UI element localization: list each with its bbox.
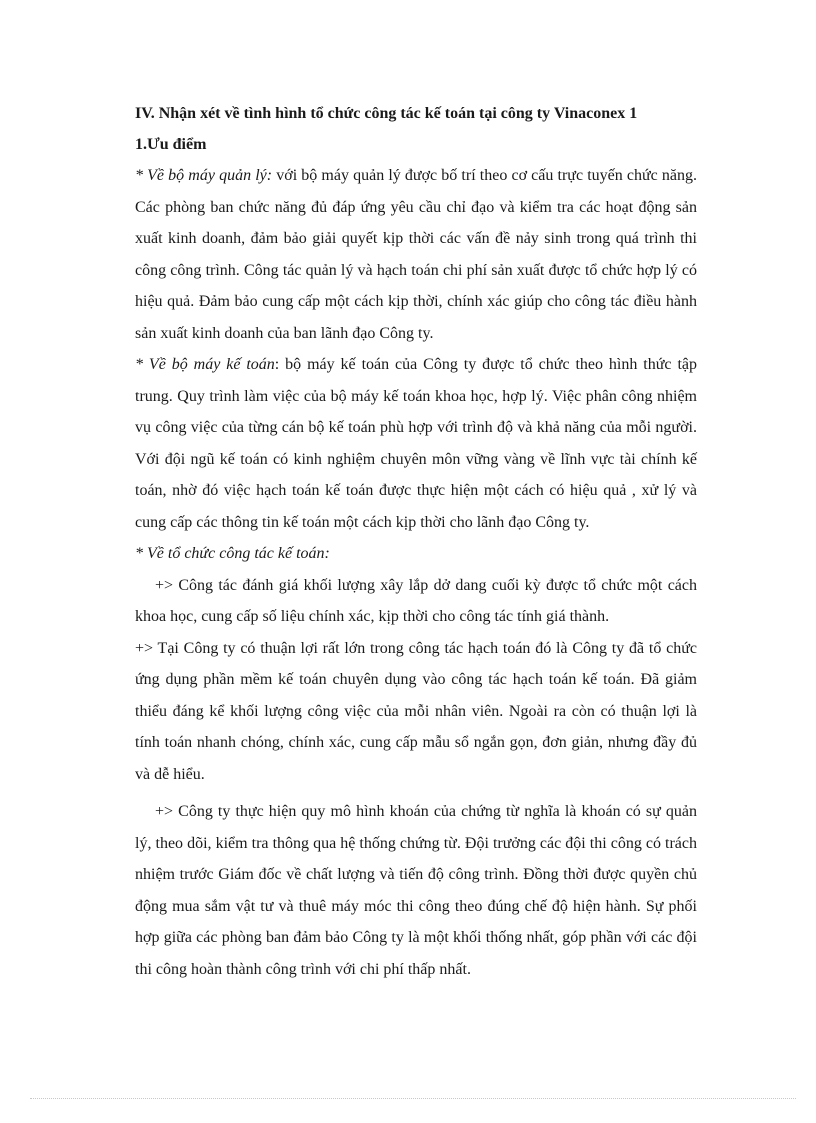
paragraph-point-3 (135, 796, 697, 985)
paragraph-lead: * Về bộ máy kế toán (135, 356, 275, 373)
paragraph-text: +> Công ty thực hiện quy mô hình khoán của chứng từ nghĩa là khoán có sự quản lý, theo dõi, kiểm tra thông qua hệ thống chứng từ. Đội trưởng các đội thi công có trách nhiệm trước Giám đốc về chất lượng và tiến độ công trình. Đồng thời được quyền chủ động mua sắm vật tư và thuê máy móc thi công theo đúng chế độ hiện hành. Sự phối hợp giữa các phòng ban đảm bảo Công ty là một khối thống nhất, góp phần với các đội thi công hoàn thành công trình với chi phí thấp nhất. (135, 803, 697, 978)
section-heading: IV. Nhận xét về tình hình tổ chức công tác kế toán tại công ty Vinaconex 1 (135, 105, 638, 122)
document-body (135, 98, 697, 985)
paragraph-management (135, 160, 697, 349)
paragraph-point-2 (135, 633, 697, 791)
paragraph-lead: * Về tổ chức công tác kế toán: (135, 545, 330, 562)
paragraph-text: : bộ máy kế toán của Công ty được tổ chức theo hình thức tập trung. Quy trình làm việc của bộ máy kế toán khoa học, hợp lý. Việc phân công nhiệm vụ công việc của từng cán bộ kế toán phù hợp với trình độ và khả năng của mỗi người. Với đội ngũ kế toán có kinh nghiệm chuyên môn vững vàng về lĩnh vực tài chính kế toán, nhờ đó việc hạch toán kế toán được thực hiện một cách có hiệu quả , xử lý và cung cấp các thông tin kế toán một cách kịp thời cho lãnh đạo Công ty. (135, 356, 697, 531)
paragraph-point-1 (135, 570, 697, 633)
paragraph-accounting-apparatus (135, 349, 697, 538)
paragraph-text: với bộ máy quản lý được bố trí theo cơ cấu trực tuyến chức năng. Các phòng ban chức năng đủ đáp ứng yêu cầu chỉ đạo và kiểm tra các hoạt động sản xuất kinh doanh, đảm bảo giải quyết kịp thời các vấn đề nảy sinh trong quá trình thi công công trình. Công tác quản lý và hạch toán chi phí sản xuất được tổ chức hợp lý có hiệu quả. Đảm bảo cung cấp một cách kịp thời, chính xác giúp cho công tác điều hành sản xuất kinh doanh của ban lãnh đạo Công ty. (135, 167, 697, 342)
page-footer-divider (30, 1098, 796, 1099)
subsection-heading: 1.Ưu điểm (135, 136, 207, 153)
paragraph-text: +> Công tác đánh giá khối lượng xây lắp dở dang cuối kỳ được tổ chức một cách khoa học, cung cấp số liệu chính xác, kịp thời cho công tác tính giá thành. (135, 576, 697, 625)
paragraph-text: +> Tại Công ty có thuận lợi rất lớn trong công tác hạch toán đó là Công ty đã tổ chức ứng dụng phần mềm kế toán chuyên dụng vào công tác hạch toán kế toán. Đã giảm thiểu đáng kể khối lượng công việc của mỗi nhân viên. Ngoài ra còn có thuận lợi là tính toán nhanh chóng, chính xác, cung cấp mẫu sổ ngắn gọn, đơn giản, nhưng đầy đủ và dễ hiểu. (135, 639, 697, 783)
paragraph-accounting-organization (135, 538, 697, 570)
paragraph-lead: * Về bộ máy quản lý: (135, 167, 273, 184)
